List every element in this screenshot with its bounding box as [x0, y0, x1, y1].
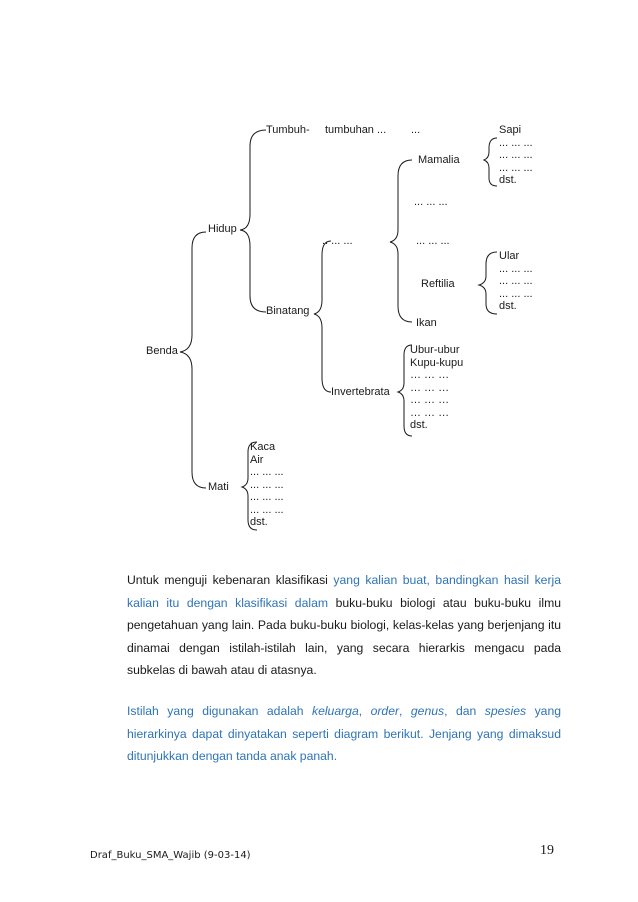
ular-list-item: ... ... ...: [499, 262, 533, 275]
ular-brace: [479, 252, 497, 314]
node-mati: Mati: [208, 481, 229, 493]
binatang-brace: [314, 241, 331, 392]
node-dots-after-mamalia: ... ... ...: [414, 196, 448, 208]
ular-list-item: dst.: [499, 300, 517, 312]
invertebrata-list: [410, 344, 463, 432]
term-order: order: [370, 704, 400, 718]
node-mamalia: Mamalia: [418, 154, 460, 166]
invertebrata-list-item: dst.: [410, 419, 428, 431]
node-binatang: Binatang: [266, 305, 310, 317]
separator: ,: [399, 704, 411, 718]
node-dots-mid: ... ... ...: [416, 235, 450, 247]
separator: , dan: [444, 704, 485, 718]
ular-list: [499, 250, 533, 313]
ular-list-item: ... ... ...: [499, 275, 533, 287]
body-paragraph-2: [127, 700, 561, 768]
paragraph-2-text: Istilah yang digunakan adalah: [127, 704, 312, 718]
invertebrata-list-item: … … …: [410, 394, 450, 406]
node-tumbuh: Tumbuh-: [266, 124, 310, 136]
benda-brace: [180, 232, 206, 488]
body-paragraph-1: [127, 569, 561, 682]
term-genus: genus: [410, 704, 445, 718]
mati-list-item: ... ... ...: [250, 478, 284, 491]
sapi-list-item: ... ... ...: [499, 161, 533, 174]
paragraph-1-highlight: yang kalian buat, bandingkan hasil kerja kalian itu dengan klasifikasi dalam: [127, 573, 561, 610]
hidup-brace: [240, 130, 266, 312]
node-tumbuhan: tumbuhan ...: [325, 124, 387, 136]
sapi-list: [499, 124, 533, 187]
node-benda: Benda: [146, 345, 178, 357]
footer-draft-label: Draf_Buku_SMA_Wajib (9-03-14): [90, 850, 251, 861]
sapi-brace: [484, 138, 497, 186]
invertebrata-list-item: Kupu-kupu: [410, 356, 464, 369]
node-tumbuhan-cont: ...: [411, 124, 421, 136]
node-invertebrata: Invertebrata: [331, 386, 390, 398]
mati-list-item: Air: [250, 453, 264, 466]
term-spesies: spesies: [484, 704, 527, 718]
term-keluarga: keluarga: [311, 704, 359, 718]
ular-list-item: Ular: [499, 250, 520, 262]
invertebrata-list-item: … … …: [410, 381, 450, 394]
sapi-list-item: dst.: [499, 174, 517, 186]
node-ikan: Ikan: [416, 317, 437, 329]
invertebrata-list-item: Ubur-ubur: [410, 344, 460, 356]
separator: ,: [358, 704, 371, 718]
page-number: 19: [540, 843, 554, 858]
node-hidup: Hidup: [208, 223, 237, 235]
mati-list-item: ... ... ...: [250, 491, 284, 503]
sapi-list-item: Sapi: [499, 124, 522, 136]
mati-list-item: ... ... ...: [250, 466, 284, 478]
mati-list-item: Kaca: [250, 441, 276, 453]
mati-list: [250, 441, 284, 529]
paragraph-1-text: Untuk menguji kebenaran klasifikasi: [127, 573, 334, 587]
paragraph-1-text-cont: buku-buku biologi atau buku-buku ilmu pengetahuan yang lain. Pada buku-buku biologi, kelas-kelas yang berjenjang itu dinamai dengan istilah-istilah lain, yang secara hierarkis mengacu pada subkelas di bawah atau di atasnya.: [127, 595, 561, 677]
invertebrata-list-item: … … …: [410, 406, 450, 419]
invertebrata-list-item: … … …: [410, 369, 450, 381]
mati-list-item: ... ... ...: [250, 503, 284, 516]
vertebrata-brace: [390, 160, 412, 322]
node-reptilia: Reftilia: [421, 278, 455, 290]
node-vertebrata: .. ... ...: [322, 235, 353, 247]
ular-list-item: ... ... ...: [499, 287, 533, 300]
sapi-list-item: ... ... ...: [499, 136, 533, 149]
paragraph-2-text-cont: yang hierarkinya dapat dinyatakan seperti diagram berikut. Jenjang yang dimaksud ditunjukkan dengan tanda anak panah.: [127, 704, 561, 763]
sapi-list-item: ... ... ...: [499, 149, 533, 161]
mati-list-item: dst.: [250, 516, 268, 528]
